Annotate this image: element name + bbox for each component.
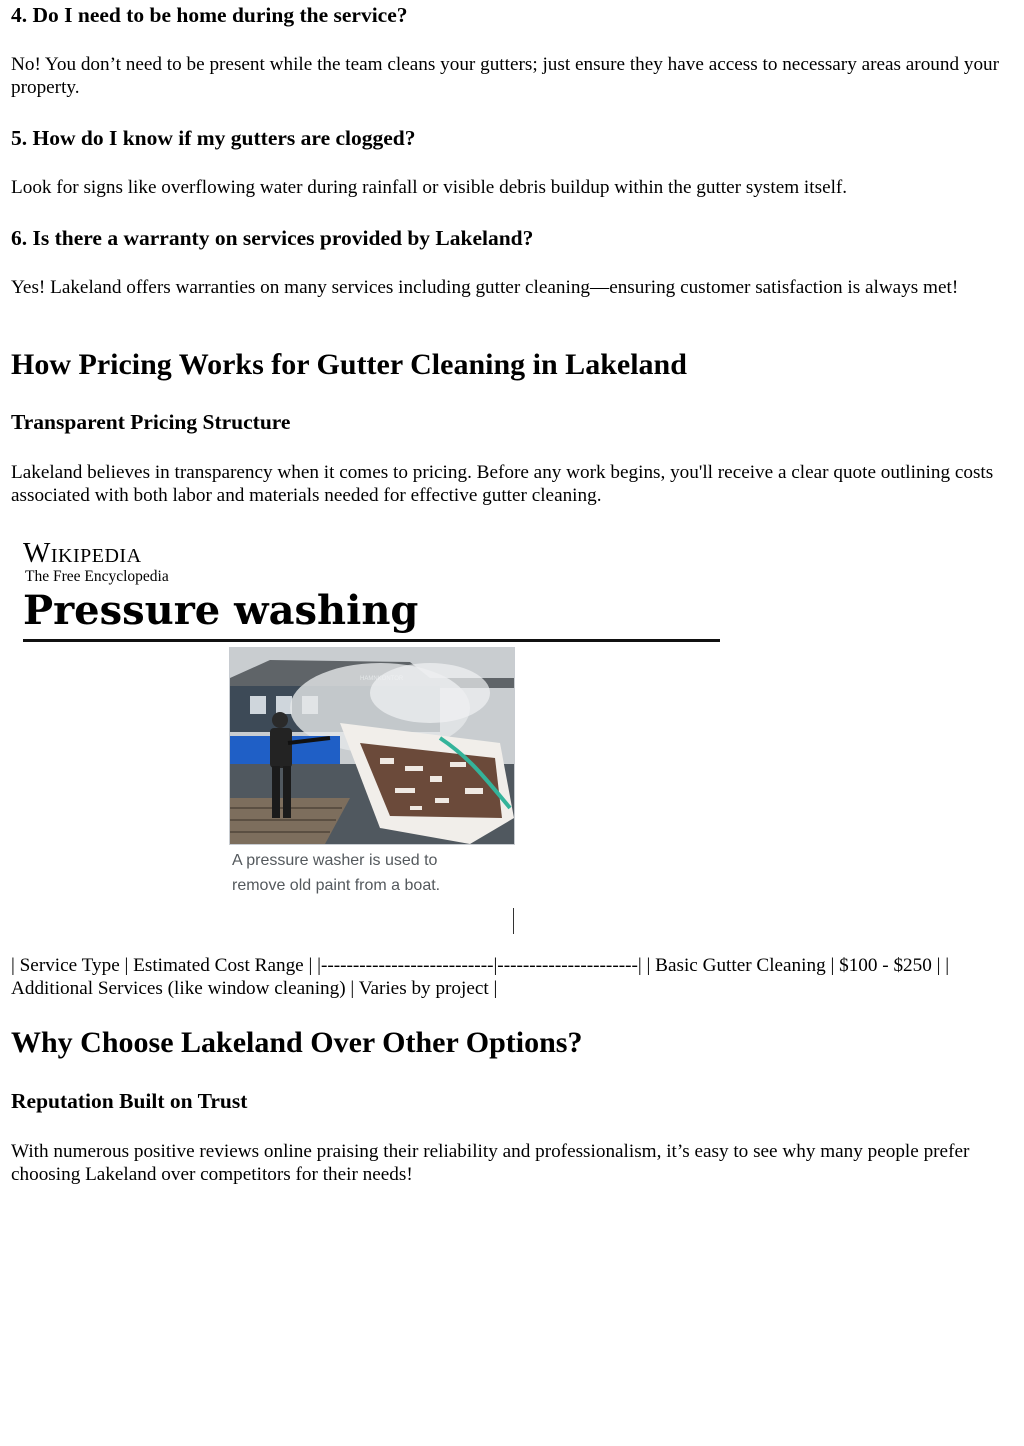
why-body: With numerous positive reviews online praising their reliability and professionalism, it’s easy to see why many people prefer choosing Lakeland over competitors for their needs! [11, 1141, 970, 1185]
pricing-table-text: | Service Type | Estimated Cost Range | |---------------------------|----------------------| | Basic Gutter Cleaning | $100 - $250 | | Additional Services (like window cleaning) | Varies by project | [11, 955, 950, 999]
text-cursor [513, 908, 514, 934]
wikipedia-logo: Wikipedia [23, 537, 142, 569]
wikipedia-article-title: Pressure washing [23, 587, 419, 634]
faq-question-5: 5. How do I know if my gutters are clogged? [11, 126, 416, 150]
faq-answer-5: Look for signs like overflowing water during rainfall or visible debris buildup within the gutter system itself. [11, 177, 848, 198]
faq-question-6: 6. Is there a warranty on services provided by Lakeland? [11, 226, 534, 250]
wikipedia-embed [23, 537, 723, 894]
photo-caption: A pressure washer is used to remove old paint from a boat. [232, 852, 441, 894]
why-heading: Why Choose Lakeland Over Other Options? [11, 1026, 583, 1059]
wikipedia-tagline: The Free Encyclopedia [25, 568, 169, 585]
pressure-washing-photo [229, 647, 515, 845]
pricing-subheading: Transparent Pricing Structure [11, 410, 291, 434]
pricing-heading: How Pricing Works for Gutter Cleaning in Lakeland [11, 348, 687, 381]
why-subheading: Reputation Built on Trust [11, 1089, 248, 1113]
pricing-body: Lakeland believes in transparency when it comes to pricing. Before any work begins, you'll receive a clear quote outlining costs associated with both labor and materials needed for effective gutter cleaning. [11, 462, 994, 506]
faq-answer-6: Yes! Lakeland offers warranties on many services including gutter cleaning—ensuring customer satisfaction is always met! [11, 277, 959, 298]
faq-question-4: 4. Do I need to be home during the service? [11, 3, 408, 27]
title-divider [23, 639, 720, 642]
faq-answer-4: No! You don’t need to be present while the team cleans your gutters; just ensure they have access to necessary areas around your property. [11, 54, 1000, 98]
